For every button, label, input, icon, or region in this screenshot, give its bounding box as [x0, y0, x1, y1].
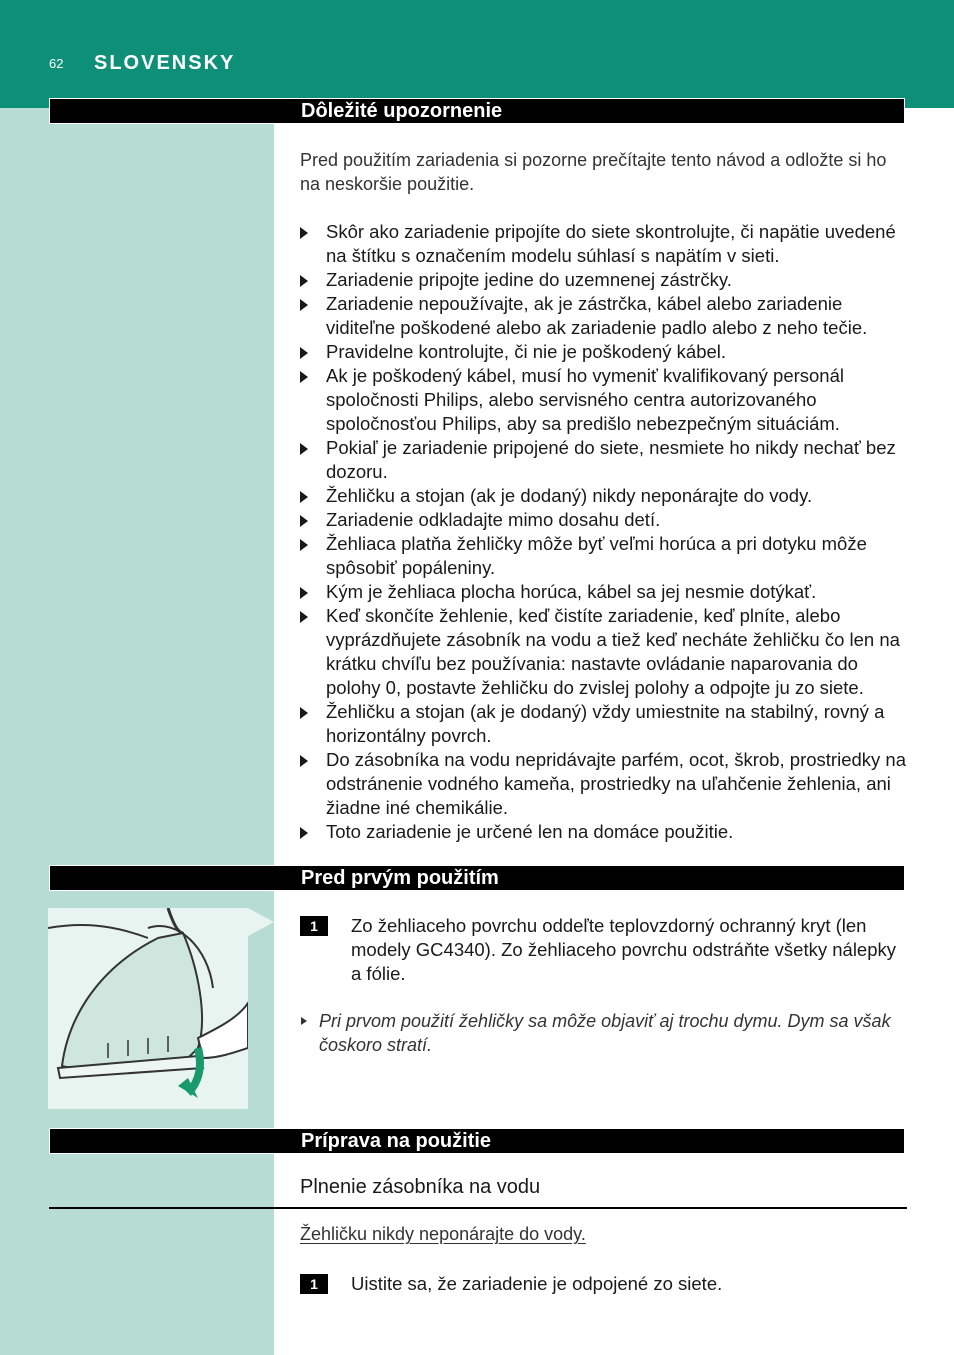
bullet-icon [300, 275, 308, 287]
section-header-first-use [49, 865, 905, 891]
list-item: Pravidelne kontrolujte, či nie je poškodený kábel. [300, 340, 910, 364]
preparing-step [300, 1272, 910, 1296]
list-item: Pokiaľ je zariadenie pripojené do siete, nesmiete ho nikdy nechať bez dozoru. [300, 436, 910, 484]
iron-illustration [48, 908, 248, 1109]
list-item: Žehličku a stojan (ak je dodaný) vždy umiestnite na stabilný, rovný a horizontálny povrch. [300, 700, 910, 748]
bullet-icon [300, 707, 308, 719]
divider [49, 1207, 907, 1209]
step-number: 1 [300, 1274, 328, 1294]
bullet-icon [300, 515, 308, 527]
callout-pointer [248, 908, 274, 936]
bullet-icon [300, 299, 308, 311]
note-text: Pri prvom použití žehličky sa môže objaviť aj trochu dymu. Dym sa však čoskoro stratí. [319, 1011, 891, 1055]
language-title: SLOVENSKY [94, 52, 236, 74]
bullet-icon [300, 347, 308, 359]
list-item: Žehliaca platňa žehličky môže byť veľmi horúca a pri dotyku môže spôsobiť popáleniny. [300, 532, 910, 580]
list-item: Skôr ako zariadenie pripojíte do siete skontrolujte, či napätie uvedené na štítku s označením modelu súhlasí s napätím v sieti. [300, 220, 910, 268]
step-text: Uistite sa, že zariadenie je odpojené zo siete. [351, 1273, 723, 1294]
list-item: Ak je poškodený kábel, musí ho vymeniť kvalifikovaný personál spoločnosti Philips, alebo servisného centra autorizovaného spoločnosťou Philips, aby sa predišlo nebezpečným situáciám. [300, 364, 910, 436]
section-title: Príprava na použitie [301, 1130, 492, 1152]
sidebar-panel [0, 108, 274, 1355]
list-item: Zariadenie pripojte jedine do uzemnenej zástrčky. [300, 268, 910, 292]
bullet-icon [300, 827, 308, 839]
bullet-icon [300, 611, 308, 623]
safety-list [300, 220, 910, 844]
note-icon [301, 1017, 307, 1025]
intro-paragraph: Pred použitím zariadenia si pozorne prečítajte tento návod a odložte si ho na neskoršie použitie. [300, 150, 887, 194]
first-use-step [300, 914, 910, 986]
list-item: Do zásobníka na vodu nepridávajte parfém, ocot, škrob, prostriedky na odstránenie vodného kameňa, prostriedky na uľahčenie žehlenia, ani žiadne iné chemikálie. [300, 748, 910, 820]
bullet-icon [300, 587, 308, 599]
bullet-icon [300, 539, 308, 551]
step-text: Zo žehliaceho povrchu oddeľte teplovzdorný ochranný kryt (len modely GC4340). Zo žehliaceho povrchu odstráňte všetky nálepky a fólie. [351, 915, 897, 984]
page-number: 62 [49, 56, 64, 71]
list-item: Kým je žehliaca plocha horúca, kábel sa jej nesmie dotýkať. [300, 580, 910, 604]
bullet-icon [300, 755, 308, 767]
list-item: Zariadenie nepoužívajte, ak je zástrčka, kábel alebo zariadenie viditeľne poškodené alebo ak zariadenie padlo alebo z neho tečie. [300, 292, 910, 340]
step-number: 1 [300, 916, 328, 936]
list-item: Zariadenie odkladajte mimo dosahu detí. [300, 508, 910, 532]
section-title: Dôležité upozornenie [301, 100, 503, 122]
section-header-important [49, 98, 905, 124]
section-title: Pred prvým použitím [301, 867, 499, 889]
bullet-icon [300, 443, 308, 455]
bullet-icon [300, 227, 308, 239]
list-item: Keď skončíte žehlenie, keď čistíte zariadenie, keď plníte, alebo vyprázdňujete zásobník na vodu a tiež keď necháte žehličku čo len na krátku chvíľu bez používania: nastavte ovládanie naparovania do polohy 0, postavte žehličku do zvislej polohy a odpojte ju zo siete. [300, 604, 910, 700]
list-item: Toto zariadenie je určené len na domáce použitie. [300, 820, 910, 844]
first-use-note [300, 1009, 910, 1057]
list-item: Žehličku a stojan (ak je dodaný) nikdy neponárajte do vody. [300, 484, 910, 508]
section-header-preparing [49, 1128, 905, 1154]
bullet-icon [300, 491, 308, 503]
subheading-filling: Plnenie zásobníka na vodu [300, 1176, 541, 1198]
warning-text: Žehličku nikdy neponárajte do vody. [300, 1224, 586, 1244]
bullet-icon [300, 371, 308, 383]
iron-icon [48, 908, 248, 1109]
